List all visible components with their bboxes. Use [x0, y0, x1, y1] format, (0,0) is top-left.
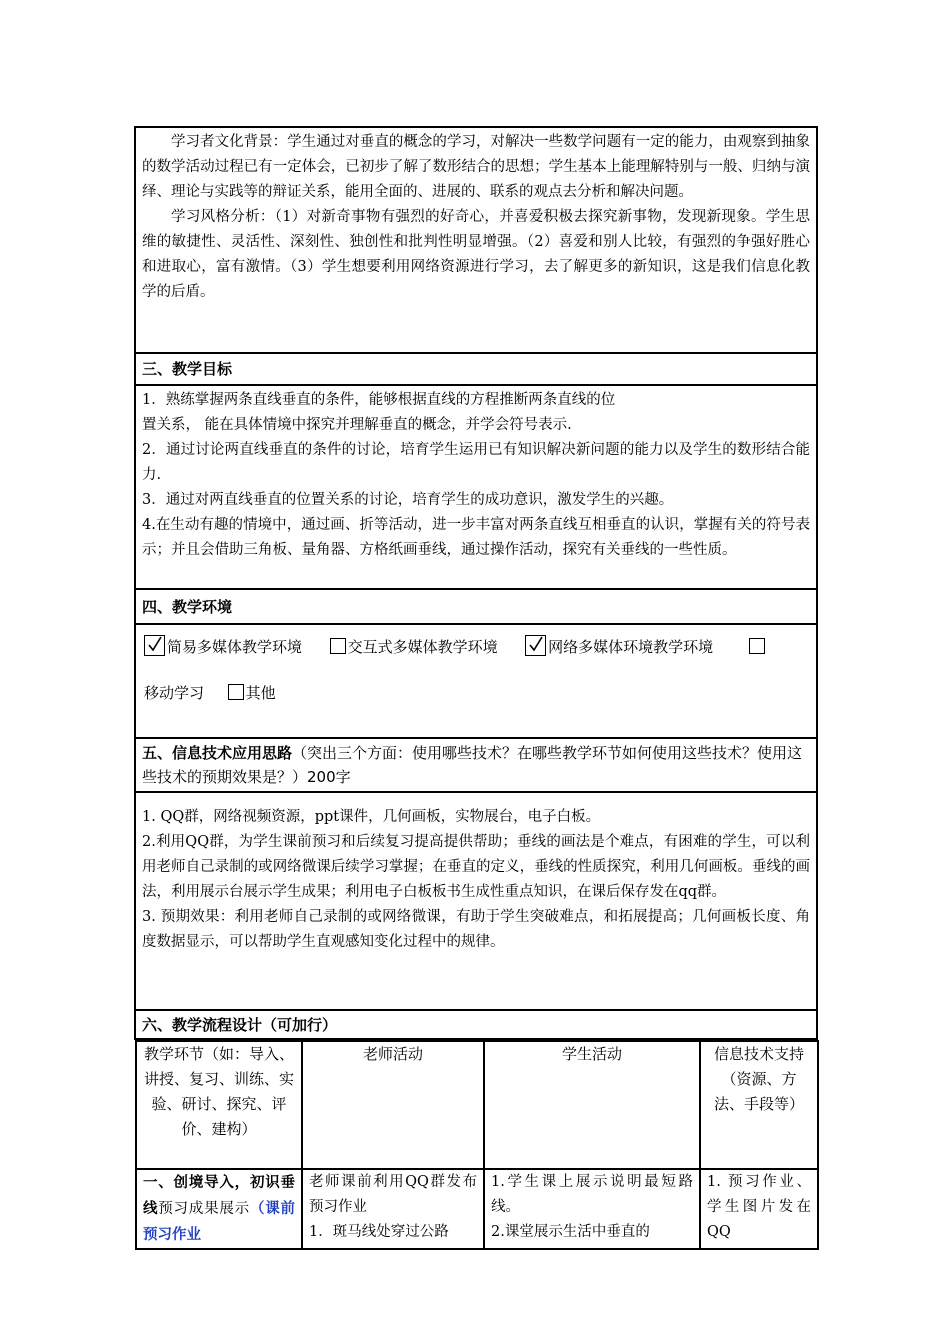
- env-option-other[interactable]: [228, 684, 276, 702]
- section3-content-row: [135, 385, 817, 589]
- lesson-plan-table: [134, 126, 818, 1250]
- objective-3: 3．通过对两直线垂直的位置关系的讨论，培育学生的成功意识，激发学生的兴趣。: [142, 492, 674, 508]
- document-page: [134, 126, 816, 1250]
- flow-header-row: [136, 1041, 818, 1169]
- section3-title: 三、教学目标: [135, 353, 817, 385]
- section4-title: 四、教学环境: [135, 589, 817, 624]
- env-option-other-label: 其他: [245, 684, 276, 702]
- flow-header-stage: 教学环节（如：导入、讲授、复习、训练、实验、研讨、探究、评价、建构）: [136, 1041, 302, 1169]
- learner-style-paragraph: 学习风格分析：（1）对新奇事物有强烈的好奇心，并喜爱积极去探究新事物，发现新现象。学生思维的敏捷性、灵活性、深刻性、独创性和批判性明显增强。（2）喜爱和别人比较，有强烈的争强好胜心和进取心，富有激情。（3）学生想要利用网络资源进行学习，去了解更多的新知识，这是我们信息化教学的后盾。: [142, 209, 810, 300]
- env-option-network-label: 网络多媒体环境教学环境: [548, 638, 714, 656]
- flow-stage-cell: [136, 1169, 302, 1249]
- checked-box-icon: [144, 635, 165, 656]
- env-line-1: [144, 635, 810, 673]
- section3-content: [135, 385, 817, 589]
- section6-title-row: [135, 1010, 817, 1039]
- tech-plan-3: 3. 预期效果：利用老师自己录制的或网络微课，有助于学生突破难点，和拓展提高；几何画板长度、角度数据显示，可以帮助学生直观感知变化过程中的规律。: [142, 909, 810, 950]
- unchecked-box-icon: [330, 638, 346, 654]
- env-option-interactive[interactable]: [330, 638, 498, 656]
- section6-table-row: [135, 1039, 817, 1250]
- section6-title: 六、教学流程设计（可加行）: [135, 1010, 817, 1039]
- flow-table: [135, 1040, 819, 1250]
- objective-2: 2．通过讨论两直线垂直的条件的讨论，培育学生运用已有知识解决新问题的能力以及学生的数形结合能力.: [142, 442, 810, 483]
- learner-analysis-cell: [135, 127, 817, 353]
- tech-plan-2: 2.利用QQ群，为学生课前预习和后续复习提高提供帮助；垂线的画法是个难点，有困难的学生，可以利用老师自己录制的或网络微课后续学习掌握；在垂直的定义，垂线的性质探究，利用几何画板。垂线的画法，利用展示台展示学生成果；利用电子白板板书生成性重点知识，在课后保存发在qq群。: [142, 834, 810, 900]
- section3-title-row: [135, 353, 817, 385]
- env-option-network[interactable]: [525, 638, 713, 656]
- learner-analysis-row: [135, 127, 817, 353]
- section5-content-row: [135, 792, 817, 1010]
- flow-student-cell: 1.学生课上展示说明最短路线。 2.课堂展示生活中垂直的: [484, 1169, 700, 1249]
- flow-row: [136, 1169, 818, 1249]
- env-option-interactive-label: 交互式多媒体教学环境: [347, 638, 498, 656]
- env-option-simple-label: 简易多媒体教学环境: [167, 638, 303, 656]
- objective-1a: 1．熟练掌握两条直线垂直的条件，能够根据直线的方程推断两条直线的位: [142, 392, 616, 408]
- flow-stage-bold: 一、创境导入，初识垂线: [143, 1174, 295, 1217]
- environment-options: [135, 624, 817, 738]
- section5-heading: [135, 738, 817, 792]
- flow-header-student: 学生活动: [484, 1041, 700, 1169]
- section6-table-cell: [135, 1039, 817, 1250]
- flow-teacher-cell: 老师课前利用QQ群发布预习作业 1．斑马线处穿过公路: [302, 1169, 484, 1249]
- section5-title-row: [135, 738, 817, 792]
- flow-stage-blue: （课前预习作业: [143, 1200, 296, 1243]
- section4-title-row: [135, 589, 817, 624]
- env-option-mobile-checkbox[interactable]: [749, 638, 765, 654]
- flow-header-teacher: 老师活动: [302, 1041, 484, 1169]
- env-option-simple[interactable]: [144, 638, 302, 656]
- flow-header-tech: 信息技术支持（资源、方法、手段等）: [700, 1041, 818, 1169]
- learner-culture-paragraph: 学习者文化背景：学生通过对垂直的概念的学习，对解决一些数学问题有一定的能力，由观察到抽象的数学活动过程已有一定体会，已初步了解了数形结合的思想；学生基本上能理解特别与一般、归纳与演绎、理论与实践等的辩证关系，能用全面的、进展的、联系的观点去分析和解决问题。: [142, 134, 810, 200]
- env-line-2: [144, 673, 810, 705]
- flow-tech-cell: 1. 预习作业、学生图片发在QQ: [700, 1169, 818, 1249]
- section5-note: （突出三个方面：使用哪些技术？在哪些教学环节如何使用这些技术？使用这些技术的预期效果是？）200字: [142, 744, 803, 786]
- env-option-mobile-label: 移动学习: [144, 684, 205, 702]
- section5-content: [135, 792, 817, 1010]
- checked-box-icon: [525, 635, 546, 656]
- unchecked-box-icon: [228, 684, 244, 700]
- tech-plan-1: 1. QQ群，网络视频资源，ppt课件，几何画板，实物展台，电子白板。: [142, 809, 601, 825]
- flow-stage-plain: 预习成果展示: [158, 1201, 250, 1217]
- section4-content-row: [135, 624, 817, 738]
- section5-title: 五、信息技术应用思路: [142, 744, 293, 762]
- objective-4: 4.在生动有趣的情境中，通过画、折等活动，进一步丰富对两条直线互相垂直的认识，掌握有关的符号表示；并且会借助三角板、量角器、方格纸画垂线，通过操作活动，探究有关垂线的一些性质。: [142, 517, 810, 558]
- objective-1b: 置关系， 能在具体情境中探究并理解垂直的概念，并学会符号表示.: [142, 417, 572, 433]
